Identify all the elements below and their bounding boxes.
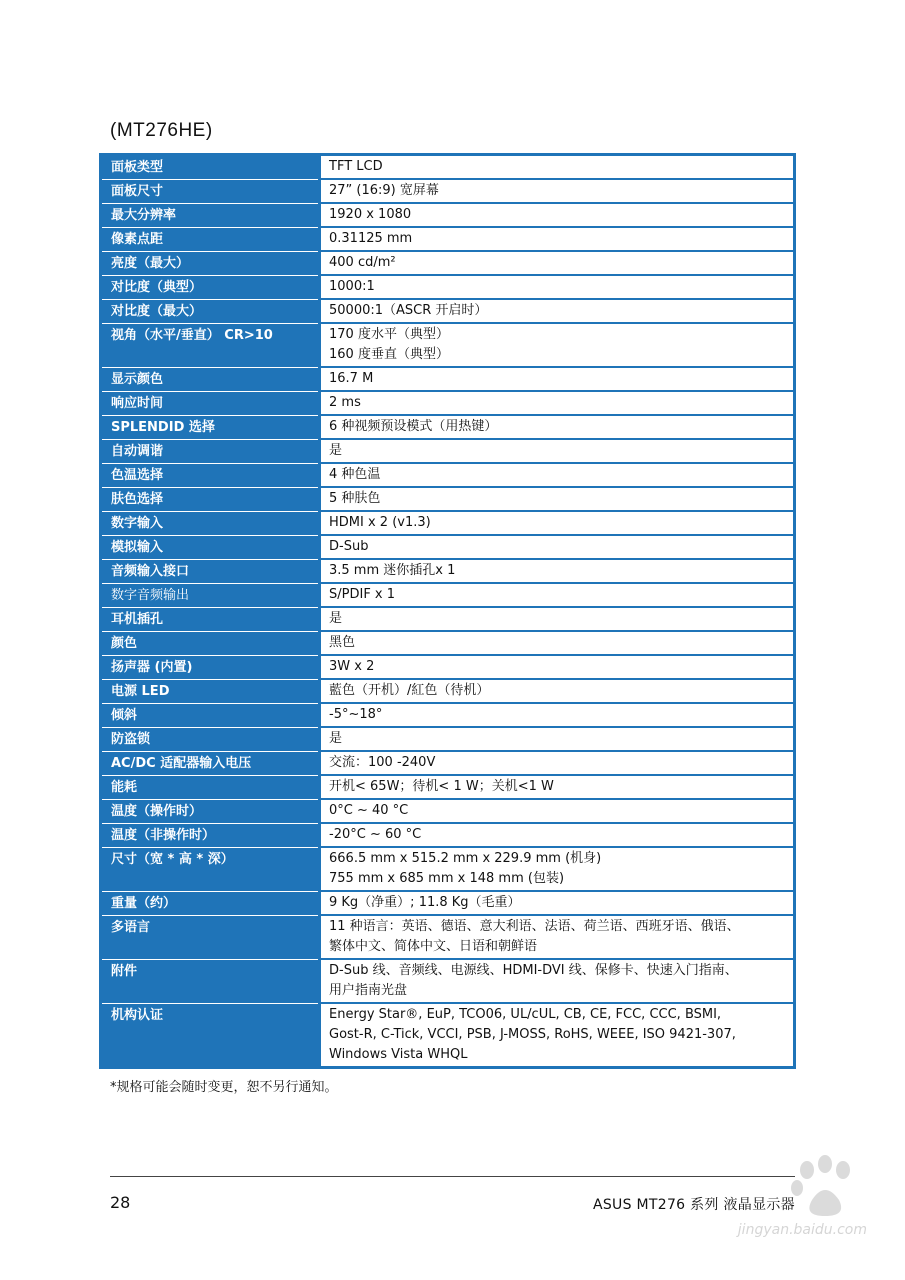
spec-label: 自动调谐 [101,439,320,463]
spec-value-line: D-Sub 线、音频线、电源线、HDMI-DVI 线、保修卡、快速入门指南、 [329,963,738,978]
spec-table [99,153,796,1069]
spec-value-line: 0°C ~ 40 °C [329,803,409,818]
spec-value-line: 9 Kg（净重）; 11.8 Kg（毛重） [329,895,521,910]
spec-value-line: 繁体中文、简体中文、日语和朝鲜语 [329,939,538,954]
spec-row [101,299,795,323]
spec-value-line: 666.5 mm x 515.2 mm x 229.9 mm (机身) [329,851,602,866]
spec-row [101,751,795,775]
spec-value-line: 是 [329,443,343,458]
spec-value-line: S/PDIF x 1 [329,587,396,602]
spec-value [320,415,795,439]
spec-value [320,583,795,607]
spec-label: 能耗 [101,775,320,799]
paw-logo-icon [667,1150,867,1230]
spec-label: 扬声器 (内置) [101,655,320,679]
spec-value-line: 交流：100 -240V [329,755,436,770]
spec-label: 防盗锁 [101,727,320,751]
spec-row [101,655,795,679]
spec-label: 耳机插孔 [101,607,320,631]
spec-label: 像素点距 [101,227,320,251]
spec-value-line: -5°~18° [329,707,383,722]
spec-value [320,323,795,367]
spec-value [320,823,795,847]
spec-label: 对比度（典型） [101,275,320,299]
spec-value [320,727,795,751]
spec-value-line: 27” (16:9) 宽屏幕 [329,183,439,198]
spec-value-line: 160 度垂直（典型） [329,347,449,362]
spec-row [101,415,795,439]
spec-label: 肤色选择 [101,487,320,511]
spec-label: 音频输入接口 [101,559,320,583]
spec-value [320,847,795,891]
spec-value [320,679,795,703]
footnote: *规格可能会随时变更，恕不另行通知。 [110,1080,338,1095]
spec-row [101,487,795,511]
spec-value [320,439,795,463]
spec-value [320,299,795,323]
spec-label: 亮度（最大） [101,251,320,275]
spec-row [101,251,795,275]
spec-value [320,559,795,583]
spec-value-line: 4 种色温 [329,467,381,482]
spec-value-line: HDMI x 2 (v1.3) [329,515,431,530]
spec-label: 颜色 [101,631,320,655]
spec-value-line: 16.7 M [329,371,374,386]
spec-row [101,915,795,959]
spec-value [320,367,795,391]
spec-value [320,631,795,655]
spec-label: AC/DC 适配器输入电压 [101,751,320,775]
spec-row [101,463,795,487]
spec-value-line: Windows Vista WHQL [329,1047,468,1062]
document-title: ASUS MT276 系列 液晶显示器 [592,1197,795,1213]
spec-value [320,607,795,631]
spec-value-line: 5 种肤色 [329,491,381,506]
spec-value [320,751,795,775]
spec-row [101,775,795,799]
spec-label: 面板类型 [101,155,320,180]
spec-value [320,511,795,535]
spec-label: 色温选择 [101,463,320,487]
spec-value-line: 0.31125 mm [329,231,413,246]
spec-value [320,275,795,299]
spec-value-line: 用户指南光盘 [329,983,408,998]
spec-label: 视角（水平/垂直） CR>10 [101,323,320,367]
spec-label: 温度（操作时） [101,799,320,823]
spec-row [101,891,795,915]
spec-value-line: 2 ms [329,395,361,410]
spec-value [320,799,795,823]
spec-row [101,959,795,1003]
spec-value [320,487,795,511]
spec-label: 对比度（最大） [101,299,320,323]
spec-value-line: 170 度水平（典型） [329,327,449,342]
spec-value-line: 开机< 65W；待机< 1 W；关机<1 W [329,779,554,794]
spec-label: 附件 [101,959,320,1003]
spec-row [101,583,795,607]
model-title: (MT276HE) [110,120,213,141]
spec-value-line: 是 [329,731,343,746]
spec-label: 数字输入 [101,511,320,535]
spec-label: 重量（约） [101,891,320,915]
spec-label: 温度（非操作时） [101,823,320,847]
spec-value-line: 755 mm x 685 mm x 148 mm (包装) [329,871,565,886]
spec-row [101,439,795,463]
spec-value [320,155,795,180]
spec-table-body [101,155,795,1068]
spec-value [320,775,795,799]
spec-value-line: 黑色 [329,635,356,650]
spec-value-line: 3W x 2 [329,659,375,674]
spec-value-line: D-Sub [329,539,369,554]
spec-label: 机构认证 [101,1003,320,1068]
spec-label: 模拟输入 [101,535,320,559]
spec-row [101,727,795,751]
spec-row [101,631,795,655]
spec-value-line: 50000:1（ASCR 开启时） [329,303,488,318]
page-number: 28 [110,1193,131,1212]
spec-value-line: 400 cd/m² [329,255,396,270]
spec-label: 多语言 [101,915,320,959]
spec-label: 显示颜色 [101,367,320,391]
watermark [667,1150,867,1270]
spec-row [101,367,795,391]
spec-value [320,203,795,227]
spec-value [320,891,795,915]
spec-value-line: 藍色（开机）/紅色（待机） [329,683,490,698]
spec-value-line: 是 [329,611,343,626]
spec-value [320,915,795,959]
spec-row [101,703,795,727]
spec-label: 倾斜 [101,703,320,727]
spec-value [320,251,795,275]
spec-label: 响应时间 [101,391,320,415]
spec-row [101,799,795,823]
spec-row [101,511,795,535]
spec-row [101,823,795,847]
spec-value-line: 1000:1 [329,279,375,294]
spec-label: 尺寸（宽 * 高 * 深） [101,847,320,891]
spec-value-line: 1920 x 1080 [329,207,412,222]
spec-value-line: 11 种语言：英语、德语、意大利语、法语、荷兰语、西班牙语、俄语、 [329,919,740,934]
spec-value-line: 3.5 mm 迷你插孔x 1 [329,563,456,578]
spec-label: 电源 LED [101,679,320,703]
spec-label: 面板尺寸 [101,179,320,203]
spec-value [320,463,795,487]
spec-value [320,703,795,727]
spec-row [101,179,795,203]
spec-row [101,607,795,631]
spec-value [320,535,795,559]
spec-value-line: TFT LCD [329,159,383,174]
spec-value [320,959,795,1003]
spec-row [101,203,795,227]
spec-row [101,391,795,415]
spec-row [101,227,795,251]
spec-value-line: 6 种视频预设模式（用热键） [329,419,498,434]
spec-row [101,847,795,891]
spec-row [101,559,795,583]
spec-row [101,1003,795,1068]
spec-value-line: Gost-R, C-Tick, VCCI, PSB, J-MOSS, RoHS, WEEE, ISO 9421-307, [329,1027,736,1042]
spec-value [320,391,795,415]
spec-value [320,655,795,679]
spec-value-line: -20°C ~ 60 °C [329,827,422,842]
spec-row [101,535,795,559]
spec-label: 最大分辨率 [101,203,320,227]
spec-value [320,1003,795,1068]
spec-label: SPLENDID 选择 [101,415,320,439]
spec-value-line: Energy Star®, EuP, TCO06, UL/cUL, CB, CE, FCC, CCC, BSMI, [329,1007,722,1022]
spec-row [101,275,795,299]
spec-label: 数字音频输出 [101,583,320,607]
spec-row [101,679,795,703]
spec-value [320,179,795,203]
watermark-text: jingyan.baidu.com [737,1222,867,1238]
spec-row [101,323,795,367]
spec-value [320,227,795,251]
spec-row [101,155,795,180]
